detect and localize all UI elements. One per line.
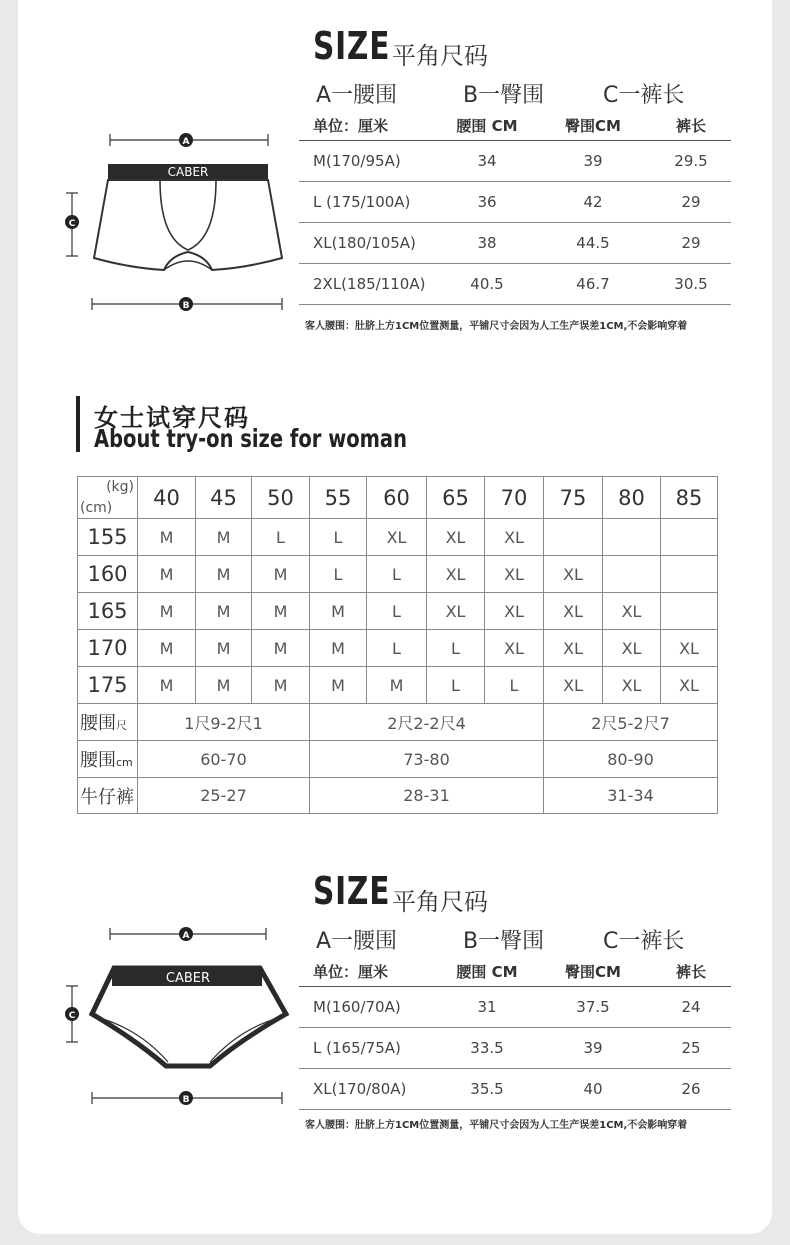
weight-header: 50: [252, 477, 310, 519]
size-title: SIZE: [313, 869, 391, 913]
size-cell: XL: [367, 519, 427, 556]
size-cell: M: [138, 556, 196, 593]
waist-chi-label: 腰围尺: [78, 704, 138, 741]
size-cell: XL: [603, 630, 661, 667]
size-cell: XL: [544, 593, 603, 630]
value-cell: 29.5: [651, 141, 731, 182]
size-cell: XL: [485, 556, 544, 593]
range-cell: 2尺2-2尺4: [310, 704, 544, 741]
table-header-row: [299, 956, 731, 987]
size-cell: XL: [544, 667, 603, 704]
size-title: SIZE: [313, 24, 391, 68]
size-cell: [661, 519, 718, 556]
weight-header: 75: [544, 477, 603, 519]
range-cell: 2尺5-2尺7: [544, 704, 718, 741]
range-cell: 25-27: [138, 778, 310, 814]
weight-header: 55: [310, 477, 367, 519]
range-cell: 73-80: [310, 741, 544, 778]
size-cell: M: [138, 667, 196, 704]
svg-text:A: A: [182, 931, 190, 941]
measure-note: 客人腰围：肚脐上方1CM位置测量，平铺尺寸会因为人工生产误差1CM,不会影响穿着: [305, 321, 688, 332]
size-cell: M: [252, 593, 310, 630]
table-row: [78, 630, 718, 667]
brief-illustration: [60, 922, 290, 1114]
value-cell: 39: [535, 1028, 651, 1069]
size-cell: M(170/95A): [299, 141, 439, 182]
title-bar-accent: [76, 396, 80, 452]
brand-label: CABER: [167, 165, 209, 179]
size-cell: M: [310, 667, 367, 704]
woman-title-en: About try-on size for woman: [94, 424, 407, 453]
size-cell: M(160/70A): [299, 987, 439, 1028]
table-row: [299, 264, 731, 305]
size-subtitle: 平角尺码: [392, 42, 488, 70]
table-row: [78, 593, 718, 630]
waist-chi-row: [78, 704, 718, 741]
cm-label: (cm): [80, 500, 113, 516]
size-cell: [544, 519, 603, 556]
weight-header: 85: [661, 477, 718, 519]
size-cell: [661, 556, 718, 593]
size-cell: L: [367, 593, 427, 630]
size-cell: [661, 593, 718, 630]
jeans-label: 牛仔裤: [78, 778, 138, 814]
value-cell: 33.5: [439, 1028, 535, 1069]
col-waist: 腰围 CM: [439, 956, 535, 987]
svg-text:C: C: [68, 219, 76, 229]
weight-header: 40: [138, 477, 196, 519]
corner-cell: [78, 477, 138, 519]
value-cell: 36: [439, 182, 535, 223]
weight-header: 65: [427, 477, 485, 519]
size-cell: XL: [544, 630, 603, 667]
legend-a: A一腰围: [316, 83, 398, 108]
value-cell: 26: [651, 1069, 731, 1110]
size-cell: M: [310, 630, 367, 667]
weight-header: 60: [367, 477, 427, 519]
value-cell: 34: [439, 141, 535, 182]
value-cell: 40.5: [439, 264, 535, 305]
size-cell: M: [196, 556, 252, 593]
legend-b: B一臀围: [463, 929, 545, 954]
weight-header-row: [78, 477, 718, 519]
size-cell: XL: [485, 519, 544, 556]
size-cell: L: [310, 556, 367, 593]
height-header: 170: [78, 630, 138, 667]
size-cell: L: [367, 630, 427, 667]
range-cell: 1尺9-2尺1: [138, 704, 310, 741]
size-cell: XL: [485, 593, 544, 630]
waist-cm-row: [78, 741, 718, 778]
table-row: [299, 223, 731, 264]
size-cell: 2XL(185/110A): [299, 264, 439, 305]
col-waist: 腰围 CM: [439, 110, 535, 141]
value-cell: 37.5: [535, 987, 651, 1028]
value-cell: 25: [651, 1028, 731, 1069]
size-cell: XL: [603, 593, 661, 630]
height-header: 160: [78, 556, 138, 593]
range-cell: 28-31: [310, 778, 544, 814]
range-cell: 60-70: [138, 741, 310, 778]
size-cell: M: [196, 630, 252, 667]
size-cell: XL(170/80A): [299, 1069, 439, 1110]
legend-c: C一裤长: [603, 929, 685, 954]
size-cell: M: [138, 593, 196, 630]
size-cell: L: [427, 630, 485, 667]
kg-label: (kg): [106, 479, 134, 495]
size-cell: XL: [427, 556, 485, 593]
size-cell: M: [252, 630, 310, 667]
weight-header: 80: [603, 477, 661, 519]
weight-header: 45: [196, 477, 252, 519]
woman-size-grid: [77, 476, 718, 814]
size-cell: XL: [661, 667, 718, 704]
size-cell: M: [310, 593, 367, 630]
boxer-size-table: [299, 110, 731, 305]
size-cell: L: [367, 556, 427, 593]
size-subtitle: 平角尺码: [392, 888, 488, 916]
size-cell: M: [196, 519, 252, 556]
table-row: [299, 1028, 731, 1069]
value-cell: 29: [651, 182, 731, 223]
size-cell: XL: [427, 593, 485, 630]
value-cell: 35.5: [439, 1069, 535, 1110]
size-cell: XL: [544, 556, 603, 593]
size-cell: M: [252, 556, 310, 593]
size-cell: XL: [661, 630, 718, 667]
value-cell: 29: [651, 223, 731, 264]
col-unit: 单位：厘米: [299, 956, 439, 987]
boxer-illustration: [60, 128, 290, 320]
value-cell: 38: [439, 223, 535, 264]
value-cell: 24: [651, 987, 731, 1028]
col-hip: 臀围CM: [535, 110, 651, 141]
size-cell: M: [196, 593, 252, 630]
table-row: [299, 987, 731, 1028]
size-cell: M: [367, 667, 427, 704]
waist-cm-label: 腰围cm: [78, 741, 138, 778]
size-cell: XL: [485, 630, 544, 667]
svg-text:B: B: [182, 1095, 190, 1105]
range-cell: 31-34: [544, 778, 718, 814]
value-cell: 40: [535, 1069, 651, 1110]
size-cell: L (165/75A): [299, 1028, 439, 1069]
size-cell: [603, 519, 661, 556]
height-header: 165: [78, 593, 138, 630]
col-hip: 臀围CM: [535, 956, 651, 987]
legend-b: B一臀围: [463, 83, 545, 108]
jeans-row: [78, 778, 718, 814]
table-row: [78, 667, 718, 704]
woman-title-cn: 女士试穿尺码: [94, 404, 250, 432]
svg-text:A: A: [182, 137, 190, 147]
size-cell: L: [485, 667, 544, 704]
size-cell: L: [427, 667, 485, 704]
size-cell: M: [252, 667, 310, 704]
col-length: 裤长: [651, 110, 731, 141]
height-header: 175: [78, 667, 138, 704]
size-cell: L: [252, 519, 310, 556]
col-unit: 单位：厘米: [299, 110, 439, 141]
legend-c: C一裤长: [603, 83, 685, 108]
size-cell: XL: [603, 667, 661, 704]
range-cell: 80-90: [544, 741, 718, 778]
value-cell: 31: [439, 987, 535, 1028]
value-cell: 42: [535, 182, 651, 223]
size-cell: [603, 556, 661, 593]
table-row: [299, 141, 731, 182]
value-cell: 30.5: [651, 264, 731, 305]
table-row: [299, 182, 731, 223]
table-row: [78, 556, 718, 593]
col-length: 裤长: [651, 956, 731, 987]
table-header-row: [299, 110, 731, 141]
value-cell: 46.7: [535, 264, 651, 305]
size-cell: L: [310, 519, 367, 556]
svg-text:B: B: [182, 301, 190, 311]
weight-header: 70: [485, 477, 544, 519]
height-header: 155: [78, 519, 138, 556]
size-cell: XL: [427, 519, 485, 556]
size-cell: XL(180/105A): [299, 223, 439, 264]
value-cell: 44.5: [535, 223, 651, 264]
value-cell: 39: [535, 141, 651, 182]
measure-note: 客人腰围：肚脐上方1CM位置测量，平铺尺寸会因为人工生产误差1CM,不会影响穿着: [305, 1120, 688, 1131]
table-row: [299, 1069, 731, 1110]
brief-size-table: [299, 956, 731, 1110]
legend-a: A一腰围: [316, 929, 398, 954]
table-row: [78, 519, 718, 556]
size-cell: L (175/100A): [299, 182, 439, 223]
size-cell: M: [138, 519, 196, 556]
size-cell: M: [196, 667, 252, 704]
size-cell: M: [138, 630, 196, 667]
brand-label: CABER: [165, 971, 211, 986]
svg-text:C: C: [68, 1011, 76, 1021]
